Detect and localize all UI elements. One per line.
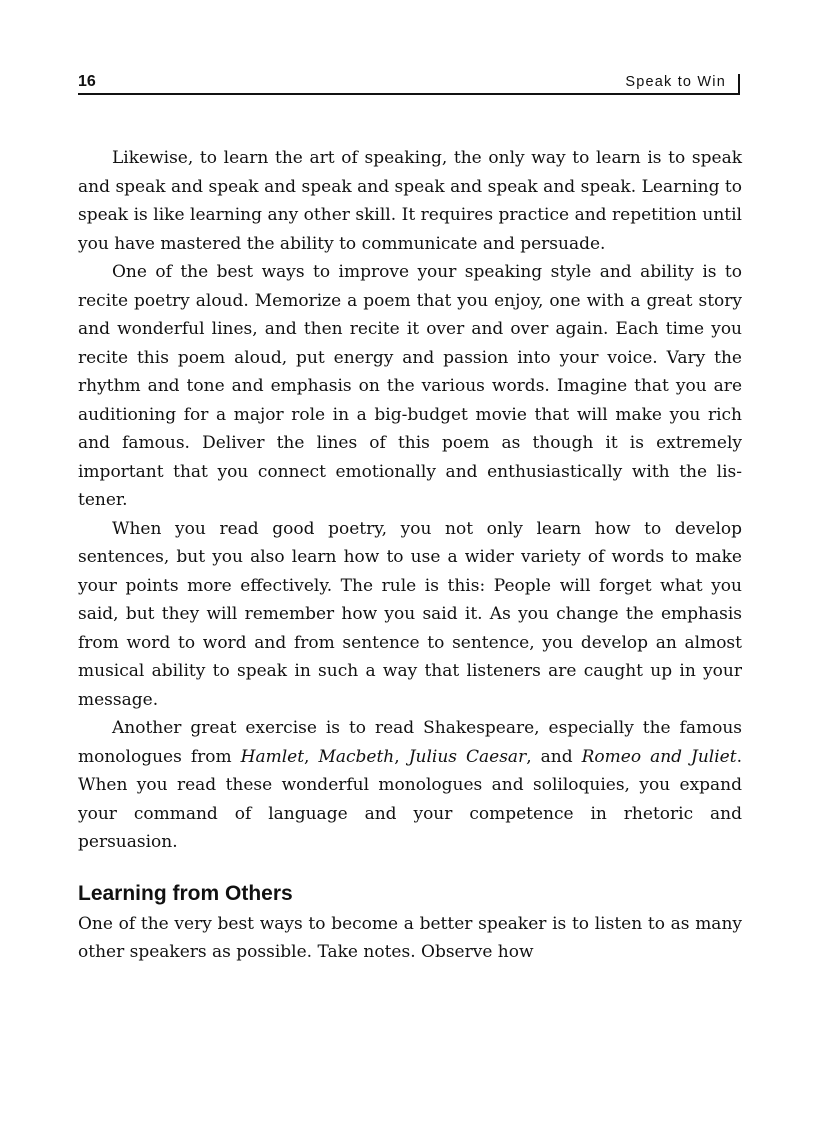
title-macbeth: Macbeth bbox=[318, 746, 395, 767]
paragraph-shakespeare bbox=[78, 714, 742, 857]
section-heading: Learning from Others bbox=[78, 881, 293, 905]
separator: , bbox=[304, 746, 319, 767]
page-number: 16 bbox=[78, 73, 96, 90]
paragraph-poetry: One of the best ways to improve your speaking style and ability is to recite poetry aloud. Memorize a poem that you enjoy, one with a great story and wonderful lines, and then recite it over and over again. Each time you recite this poem aloud, put energy and passion into your voice. Vary the rhythm and tone and emphasis on the various words. Imagine that you are auditioning for a major role in a big-budget movie that will make you rich and famous. Deliver the lines of this poem as though it is extremely important that you connect emotionally and enthusiastically with the listener. bbox=[78, 262, 742, 510]
running-header bbox=[78, 70, 740, 95]
shakespeare-lead-text: Another great exercise is to read Shakespeare, especially the famous monologues from bbox=[78, 718, 742, 767]
paragraph-good-poetry: When you read good poetry, you not only learn how to develop sentences, but you also learn how to use a wider variety of words to make your points more effectively. The rule is this: People will forget what you said, but they will remember how you said it. As you change the emphasis from word to word and from sentence to sentence, you develop an almost musical ability to speak in such a way that listeners are caught up in your message. bbox=[78, 518, 742, 710]
separator: , and bbox=[526, 746, 582, 767]
book-title: Speak to Win bbox=[625, 74, 726, 90]
title-julius-caesar: Julius Caesar bbox=[408, 746, 527, 767]
header-end-rule bbox=[738, 74, 740, 93]
title-romeo-and-juliet: Romeo and Juliet bbox=[581, 746, 737, 767]
paragraph-learning-from-others: One of the very best ways to become a better speaker is to listen to as many other speakers as possible. Take notes. Observe how bbox=[78, 913, 742, 962]
title-hamlet: Hamlet bbox=[240, 746, 305, 767]
paragraph-practice: Likewise, to learn the art of speaking, the only way to learn is to speak and speak and speak and speak and speak and speak and speak. Learning to speak is like learning any other skill. It requires practice and repetition until you have mastered the ability to communicate and persuade. bbox=[78, 148, 742, 254]
separator: , bbox=[394, 746, 409, 767]
shakespeare-tail-text: . When you read these wonderful monologues and soliloquies, you expand your command of language and your competence in rhetoric and persuasion. bbox=[78, 746, 742, 852]
body-text bbox=[78, 144, 742, 967]
